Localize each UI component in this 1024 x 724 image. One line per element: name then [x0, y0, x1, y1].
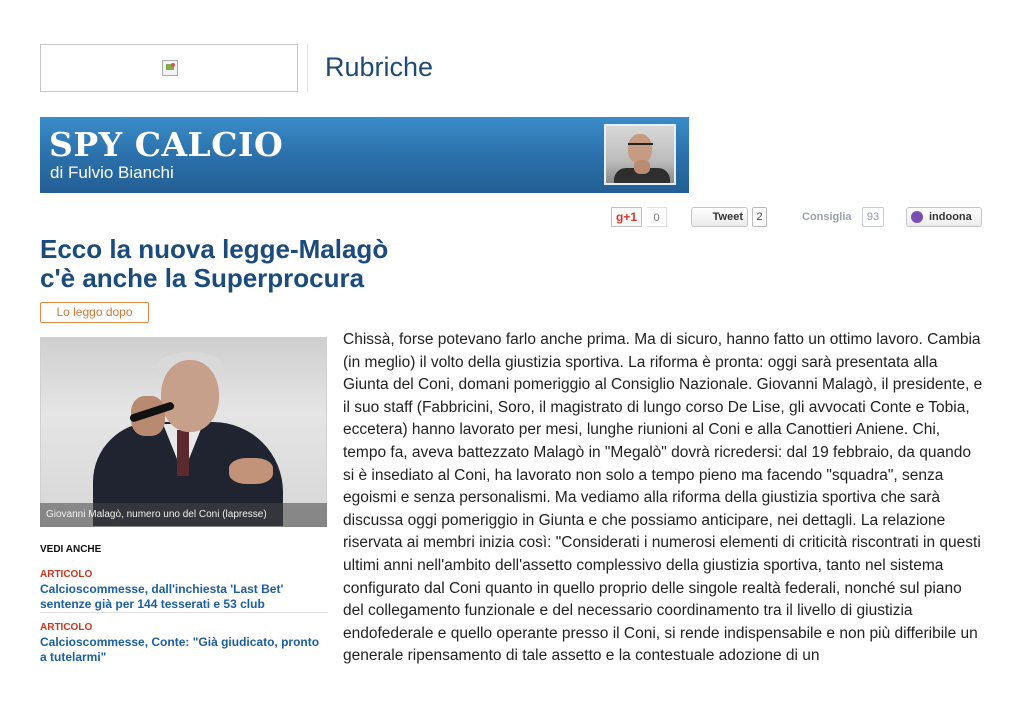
tweet-button[interactable]: Tweet — [691, 207, 748, 227]
article-photo[interactable] — [40, 337, 327, 527]
section-title[interactable]: Rubriche — [325, 52, 434, 82]
banner-author: di Fulvio Bianchi — [50, 163, 174, 182]
related-divider — [40, 612, 328, 613]
broken-image-icon — [162, 60, 178, 76]
related-kind: ARTICOLO — [40, 569, 93, 580]
recommend-button[interactable]: Consiglia — [802, 211, 852, 223]
gplus-button[interactable]: g+1 — [611, 207, 642, 227]
column-banner[interactable] — [40, 117, 689, 193]
related-link[interactable]: Calcioscommesse, dall'inchiesta 'Last Bet' sentenze già per 144 tesserati e 53 club — [40, 582, 284, 611]
related-kind: ARTICOLO — [40, 622, 93, 633]
header-divider — [307, 44, 308, 92]
related-link[interactable]: Calcioscommesse, Conte: "Già giudicato, pronto a tutelarmi" — [40, 635, 320, 664]
related-item — [40, 622, 328, 665]
gplus-count: 0 — [647, 207, 667, 227]
tweet-count: 2 — [752, 207, 767, 227]
banner-title: SPY CALCIO — [49, 125, 284, 164]
article-headline: Ecco la nuova legge-Malagò c'è anche la Superprocura — [40, 234, 389, 293]
article-body: Chissà, forse potevano farlo anche prima. Ma di sicuro, hanno fatto un ottimo lavoro. Cambia (in meglio) il volto della giustizia sportiva. La riforma è pronta: oggi sarà presentata alla Giunta del Coni, domani pomeriggio al Consiglio Nazionale. Giovanni Malagò, il presidente, e il suo staff (Fabbricini, Soro, il magistrato di lungo corso De Lise, gli avvocati Conte e Tobia, eccetera) hanno lavorato per mesi, lunghe riunioni al Coni e alla Canottieri Aniene. Chi, tempo fa, aveva battezzato Malagò in "Megalò" dovrà ricredersi: dal 19 febbraio, da quando si è insediato al Coni, ha lavorato non solo a tempo pieno ma facendo "squadra", senza egoismi e senza personalismi. Ma vediamo alla riforma della giustizia sportiva che sarà discussa oggi pomeriggio in Giunta e che possiamo anticipare, nei dettagli. La relazione riservata ai membri inizia così: "Considerati i numerosi elementi di criticità riscontrati in questi ultimi anni nell'ambito dell'assetto complessivo della giustizia sportiva, tanto nel sistema configurato dal Coni quanto in quello proprio delle singole realtà federali, nonché sul piano del collegamento funzionale e del necessario coordinamento tra il livello di giustizia endofederale e quello operante presso il Coni, si rende indispensabile e non più differibile un generale ripensamento di tale assetto e la contestuale adozione di un — [343, 331, 983, 665]
indoona-button[interactable]: indoona — [906, 207, 982, 227]
author-portrait — [604, 124, 676, 185]
recommend-count: 93 — [862, 207, 884, 227]
indoona-icon — [911, 211, 923, 223]
related-item — [40, 569, 328, 612]
related-heading: VEDI ANCHE — [40, 544, 102, 555]
photo-caption: Giovanni Malagò, numero uno del Coni (lapresse) — [40, 503, 327, 527]
read-later-button[interactable]: Lo leggo dopo — [40, 302, 149, 323]
site-logo[interactable] — [40, 44, 298, 92]
